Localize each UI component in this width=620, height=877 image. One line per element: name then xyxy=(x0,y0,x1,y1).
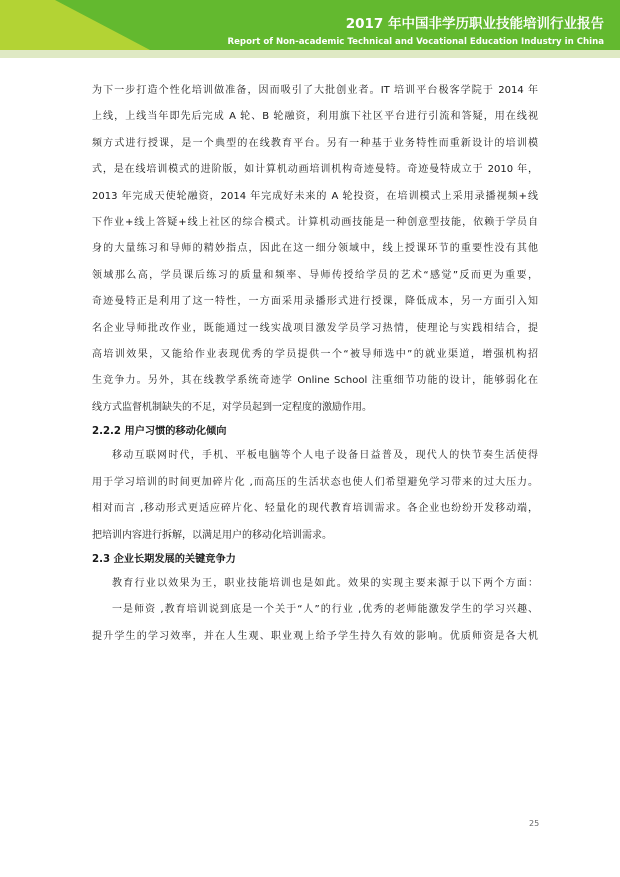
text-line: 身的大量练习和导师的精妙指点，因此在这一细分领域中，线上授课环节的重要性没有其他 xyxy=(92,243,538,255)
header-underline xyxy=(0,50,620,58)
report-subtitle: Report of Non-academic Technical and Vocational Education Industry in China xyxy=(227,37,604,47)
text-line: 提升学生的学习效率，并在人生观、职业观上给予学生持久有效的影响。优质师资是各大机 xyxy=(92,630,538,642)
text-line: 为下一步打造个性化培训做准备，因而吸引了大批创业者。IT 培训平台极客学院于 2014 年 xyxy=(92,85,538,96)
page-content xyxy=(92,78,538,650)
text-line: 名企业导师批改作业，既能通过一线实战项目激发学员学习热情，使理论与实践相结合，提 xyxy=(92,322,538,334)
section-heading-2-2-2: 2.2.2 用户习惯的移动化倾向 xyxy=(92,426,227,438)
text-line: 教育行业以效果为王，职业技能培训也是如此。效果的实现主要来源于以下两个方面： xyxy=(112,577,538,589)
paragraph-4 xyxy=(92,597,538,650)
page-header xyxy=(0,0,620,60)
text-line: 生竞争力。另外，其在线教学系统奇迹学 Online School 注重细节功能的设计，能够弱化在 xyxy=(92,375,538,387)
text-line: 把培训内容进行拆解，以满足用户的移动化培训需求。 xyxy=(92,529,332,541)
text-line: 用于学习培训的时间更加碎片化 ,而高压的生活状态也使人们希望避免学习带来的过大压力。 xyxy=(92,476,538,488)
section-heading-2-3: 2.3 企业长期发展的关键竞争力 xyxy=(92,553,236,565)
text-line: 奇迹曼特正是利用了这一特性，一方面采用录播形式进行授课，降低成本，另一方面引入知 xyxy=(92,296,538,308)
text-line: 高培训效果，又能给作业表现优秀的学员提供一个“被导师选中”的就业渠道，增强机构招 xyxy=(92,349,538,361)
text-line: 式，是在线培训模式的进阶版，如计算机动画培训机构奇迹曼特。奇迹曼特成立于 2010 年， xyxy=(92,164,538,176)
text-line: 线方式监督机制缺失的不足，对学员起到一定程度的激励作用。 xyxy=(92,401,372,413)
text-line: 下作业+线上答疑+线上社区的综合模式。计算机动画技能是一种创意型技能，依赖于学员自 xyxy=(92,217,538,229)
text-line: 移动互联网时代，手机、平板电脑等个人电子设备日益普及，现代人的快节奏生活使得 xyxy=(112,450,538,462)
report-title: 2017 年中国非学历职业技能培训行业报告 xyxy=(345,16,604,32)
text-line: 频方式进行授课，是一个典型的在线教育平台。另有一种基于业务特性而重新设计的培训模 xyxy=(92,137,538,149)
page-number: 25 xyxy=(529,819,540,828)
text-line: 2013 年完成天使轮融资，2014 年完成好未来的 A 轮投资，在培训模式上采用录播视频+线 xyxy=(92,190,538,202)
text-line: 相对而言 ,移动形式更适应碎片化、轻量化的现代教育培训需求。各企业也纷纷开发移动端， xyxy=(92,503,538,515)
text-line: 领域那么高，学员课后练习的质量和频率、导师传授给学员的艺术“感觉”反而更为重要， xyxy=(92,269,538,281)
text-line: 一是师资 ,教育培训说到底是一个关于“人”的行业 ,优秀的老师能激发学生的学习兴趣、 xyxy=(112,604,538,616)
paragraph-2 xyxy=(92,443,538,549)
paragraph-1 xyxy=(92,78,538,421)
text-line: 上线，上线当年即先后完成 A 轮、B 轮融资，利用旗下社区平台进行引流和答疑，用在线视 xyxy=(92,111,538,123)
paragraph-3 xyxy=(92,571,538,597)
